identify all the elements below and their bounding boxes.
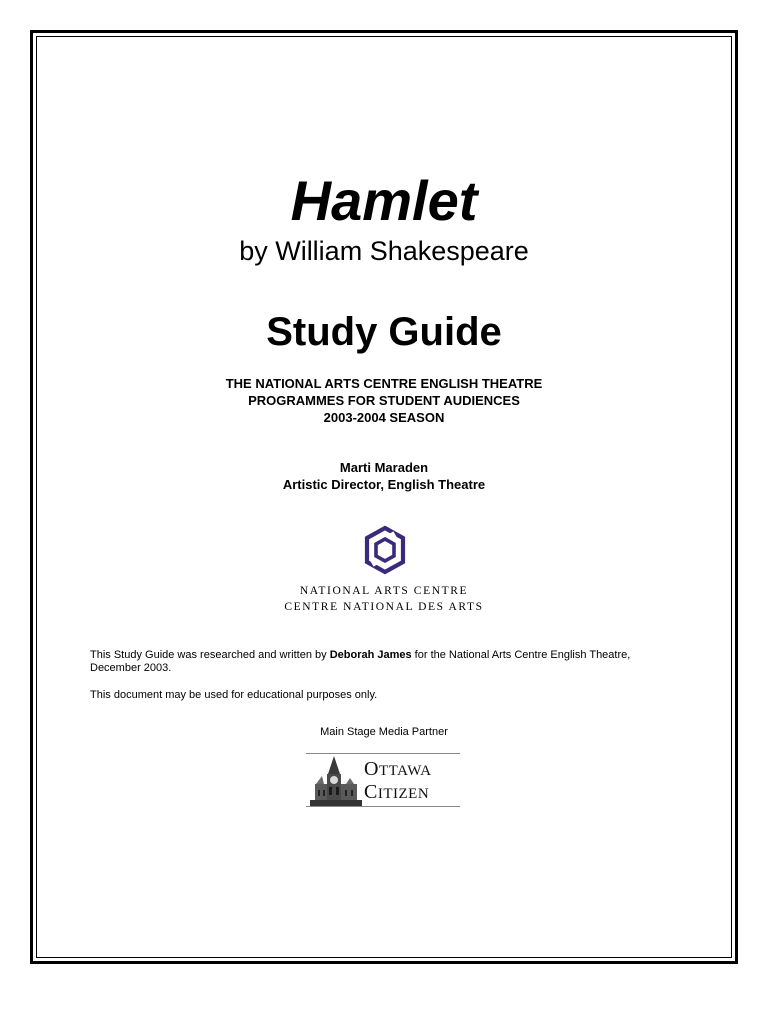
nac-wordmark-french: CENTRE NATIONAL DES ARTS bbox=[284, 601, 484, 613]
director-name: Marti Maraden bbox=[339, 460, 429, 475]
organization-line-1: THE NATIONAL ARTS CENTRE ENGLISH THEATRE bbox=[225, 376, 543, 391]
organization-line-3: 2003-2004 SEASON bbox=[323, 410, 445, 425]
credit-writer: Deborah James bbox=[329, 649, 412, 661]
media-partner-label: Main Stage Media Partner bbox=[320, 726, 448, 738]
credit-paragraph bbox=[90, 649, 680, 675]
author-line: by William Shakespeare bbox=[239, 236, 529, 266]
director-block bbox=[0, 459, 768, 493]
citizen-word-citizen: CITIZEN bbox=[364, 781, 430, 803]
logo-rule-bottom bbox=[306, 806, 460, 807]
organization-block bbox=[0, 375, 768, 426]
organization-line-2: PROGRAMMES FOR STUDENT AUDIENCES bbox=[248, 393, 520, 408]
document-title: Hamlet bbox=[290, 169, 478, 232]
ottawa-citizen-logo bbox=[306, 753, 460, 807]
nac-wordmark-english: NATIONAL ARTS CENTRE bbox=[299, 585, 469, 597]
peace-tower-icon bbox=[310, 754, 362, 806]
usage-note: This document may be used for educational purposes only. bbox=[90, 689, 378, 701]
document-subtitle: Study Guide bbox=[266, 310, 502, 354]
citizen-word-ottawa: OTTAWA bbox=[364, 758, 432, 780]
nac-hexagon-icon bbox=[362, 525, 408, 575]
credit-suffix: for the National Arts Centre English Theatre, December 2003. bbox=[90, 649, 631, 674]
nac-wordmark bbox=[0, 583, 768, 615]
director-role: Artistic Director, English Theatre bbox=[282, 477, 486, 492]
credit-prefix: This Study Guide was researched and written by bbox=[90, 649, 330, 661]
